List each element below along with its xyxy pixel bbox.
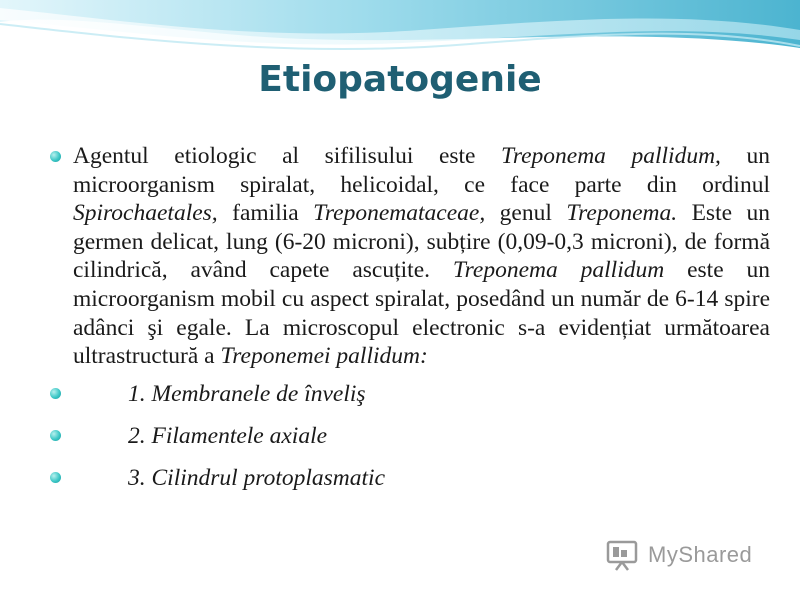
slide-content xyxy=(40,142,770,497)
para-text: un microorganism spiralat, helicoidal, ce face parte din ordinul xyxy=(73,143,771,198)
main-paragraph xyxy=(73,142,770,371)
list-item xyxy=(40,461,770,497)
para-text: Agentul etiologic al sifilisului este xyxy=(73,143,502,169)
para-italic: Treponema. xyxy=(566,200,678,227)
list-item-text: 3. Cilindrul protoplasmatic xyxy=(128,464,385,491)
para-text: genul xyxy=(485,200,567,227)
list-item xyxy=(40,377,770,413)
para-italic: Spirochaetales, xyxy=(73,200,218,227)
bullet-dot-icon xyxy=(50,388,61,399)
slide-title: Etiopatogenie xyxy=(258,59,542,100)
list-item-text: 1. Membranele de înveliş xyxy=(128,380,366,407)
para-italic: Treponema pallidum xyxy=(452,257,665,284)
main-paragraph-item xyxy=(40,142,770,371)
para-italic: Treponemei pallidum: xyxy=(220,343,428,370)
list-item-text: 2. Filamentele axiale xyxy=(128,422,328,449)
watermark xyxy=(606,538,752,572)
para-text: Este un germen delicat, lung (6-20 microni), subțire (0,09-0,3 microni), de formă cilindrică, având capete ascuțite. xyxy=(73,200,770,284)
para-text: este un microorganism mobil cu aspect spiralat, posedând un număr de 6-14 spire adânci şi egale. La microscopul electronic s-a evidențiat următoarea ultrastructură a xyxy=(73,257,771,370)
para-text: familia xyxy=(217,200,314,227)
presentation-icon xyxy=(606,539,642,571)
list-item xyxy=(40,419,770,455)
bullet-dot-icon xyxy=(50,151,61,162)
para-italic: Treponema pallidum, xyxy=(501,143,721,169)
para-italic: Treponemataceae, xyxy=(313,200,486,227)
bullet-dot-icon xyxy=(50,472,61,483)
watermark-text: MyShared xyxy=(648,542,753,567)
bullet-dot-icon xyxy=(50,430,61,441)
